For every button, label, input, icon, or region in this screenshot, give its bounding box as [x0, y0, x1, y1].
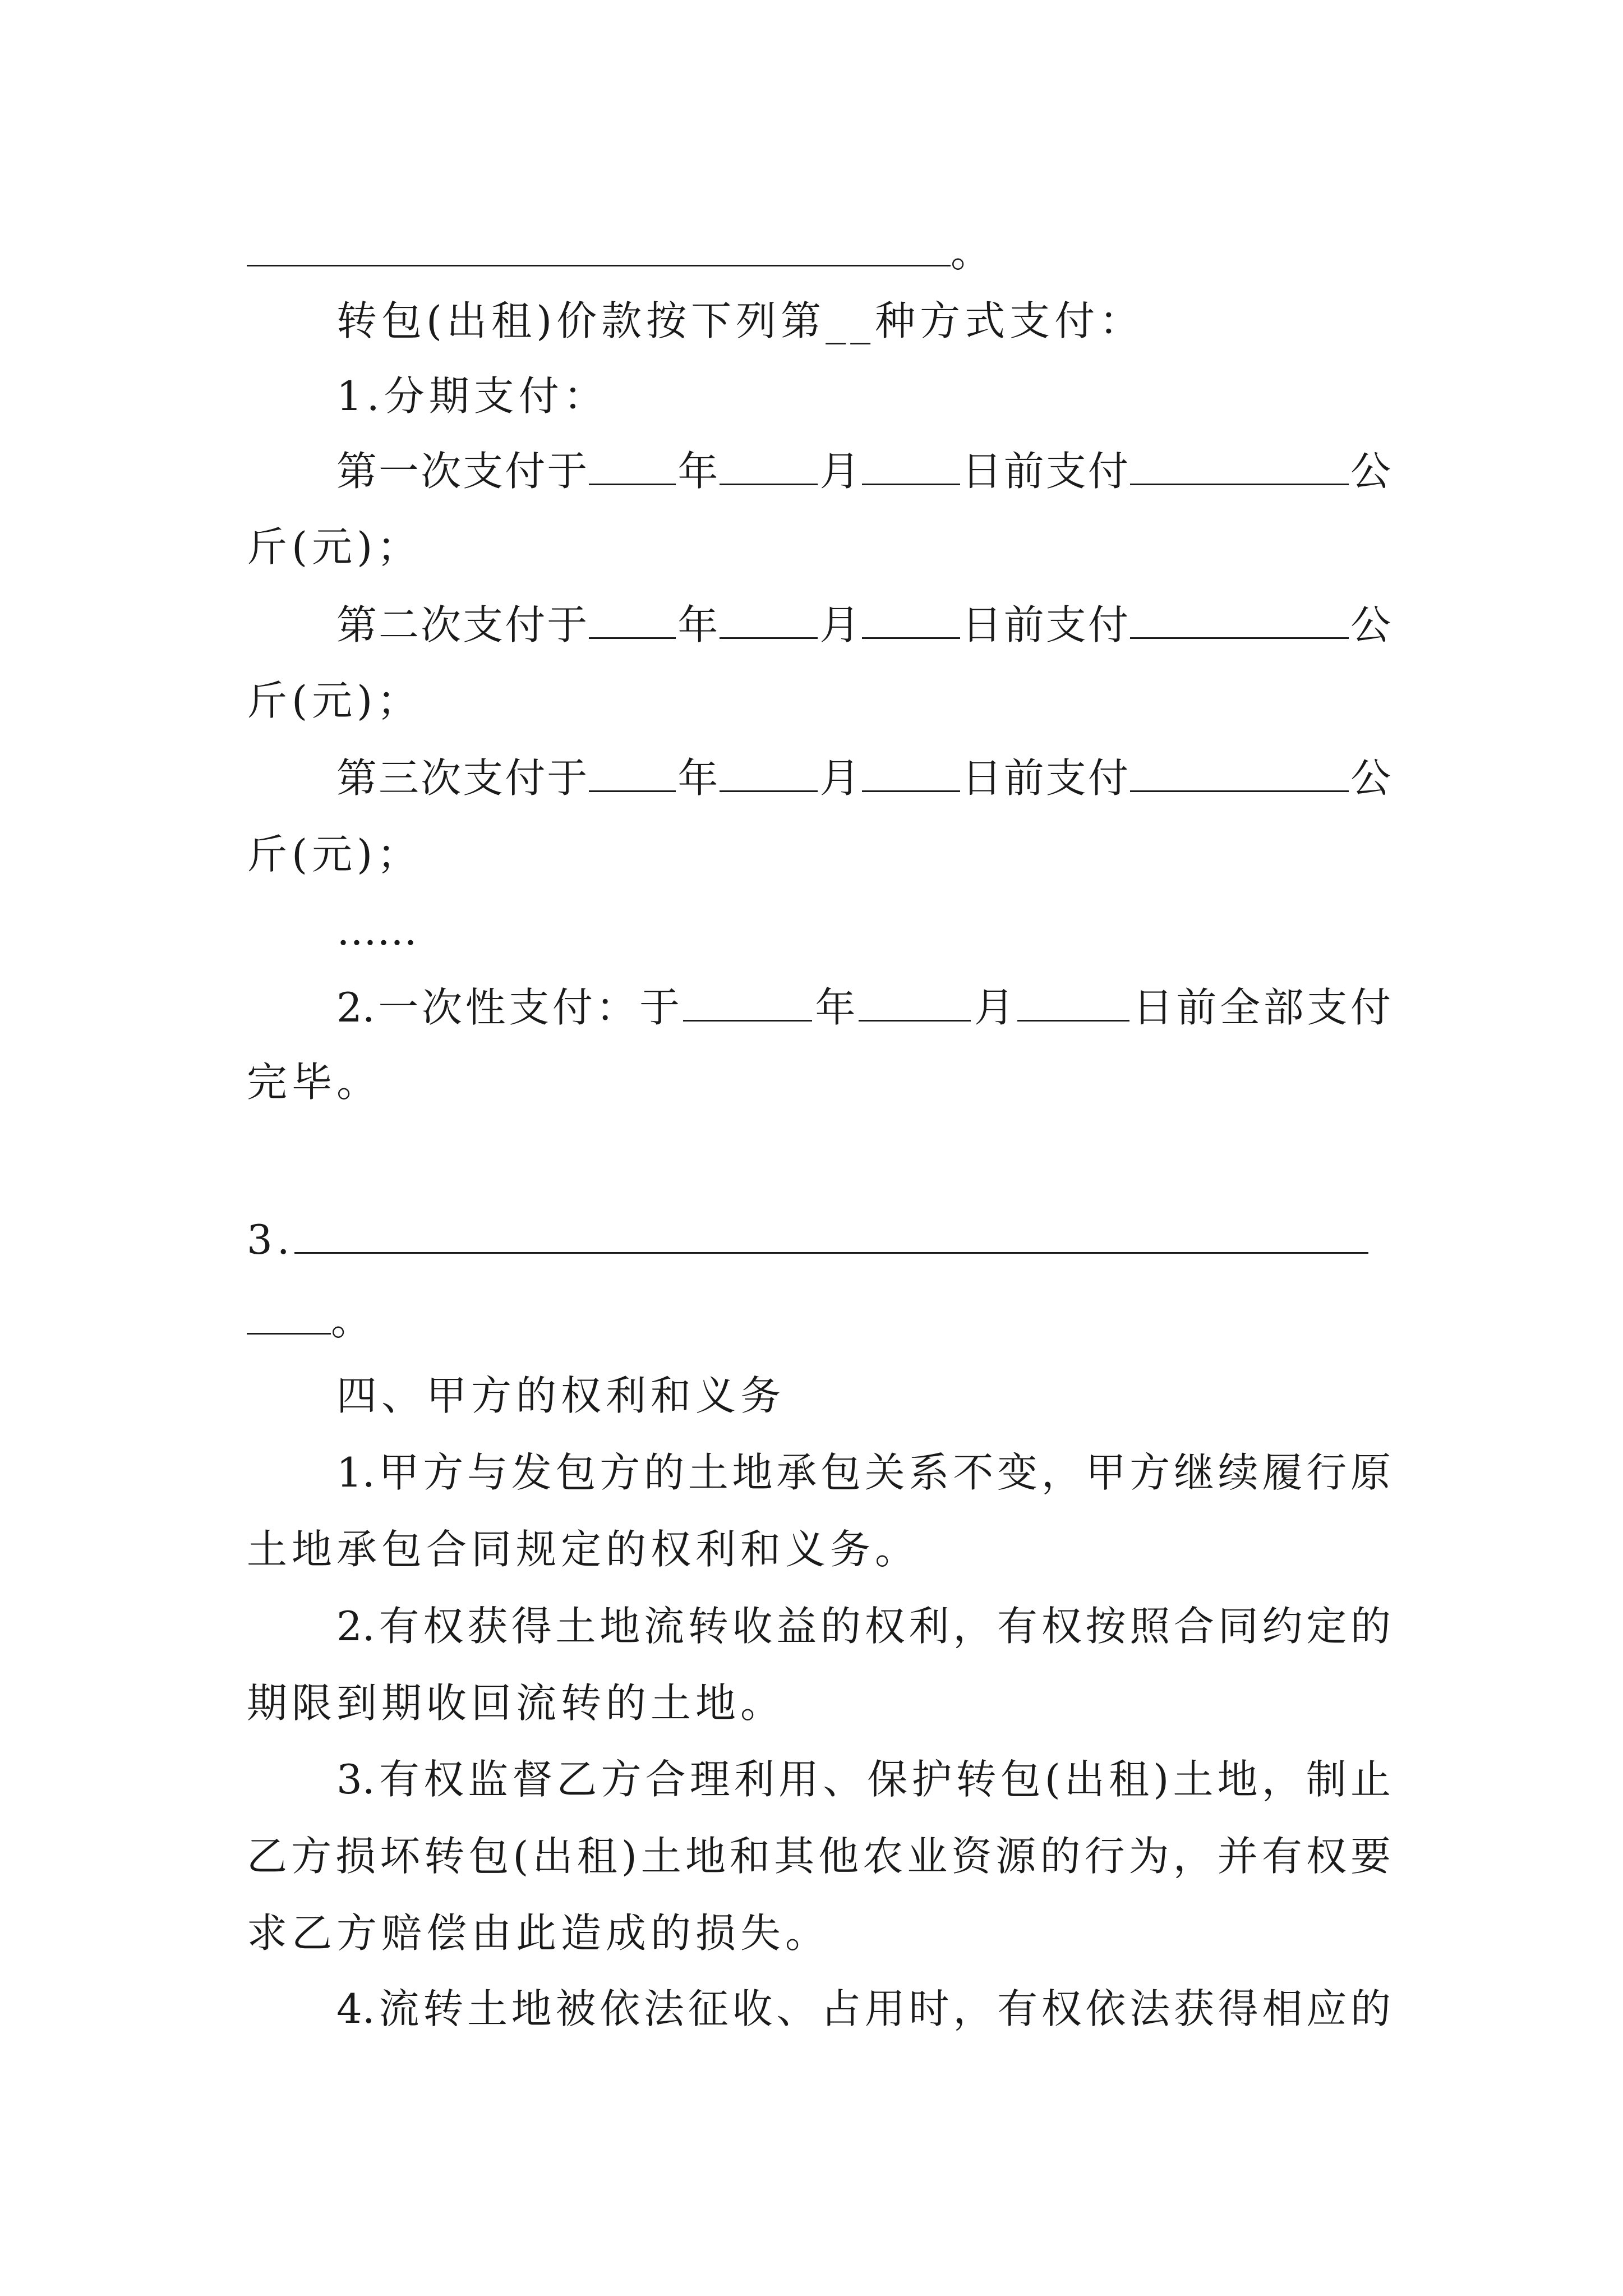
day-pay-label: 日前支付 [960, 754, 1130, 802]
year-blank[interactable] [589, 449, 676, 485]
period: 。 [951, 229, 996, 276]
month-label: 月 [818, 448, 862, 495]
ellipsis: …… [336, 907, 417, 954]
fill-blank[interactable] [247, 230, 951, 266]
payment-method-line: 转包(出租)价款按下列第__种方式支付： [336, 297, 1145, 344]
year-blank[interactable] [589, 756, 676, 792]
section-4-title: 四、甲方的权利和义务 [336, 1372, 786, 1419]
installment-label: 第三次支付于 [336, 754, 589, 802]
installment-heading: 1.分期支付： [336, 372, 608, 420]
fill-blank[interactable] [294, 1217, 1368, 1254]
month-label: 月 [818, 601, 862, 648]
lump-day-label: 日前全部支付 [1129, 984, 1391, 1031]
fill-blank[interactable] [247, 1298, 331, 1335]
year-label: 年 [811, 984, 859, 1031]
installment-second-unit: 斤(元)； [247, 677, 422, 724]
amount-blank[interactable] [1130, 602, 1349, 639]
day-pay-label: 日前支付 [960, 448, 1130, 495]
s4-item-2-line-1: 2.有权获得土地流转收益的权利，有权按照合同约定的 [336, 1603, 1391, 1650]
day-blank[interactable] [862, 756, 960, 792]
s4-item-1-line-1: 1.甲方与发包方的土地承包关系不变，甲方继续履行原 [336, 1449, 1391, 1496]
blank-line-continuation [247, 224, 1391, 280]
item-3-line [247, 1212, 1391, 1268]
unit-label: 公 [1348, 448, 1391, 495]
year-label: 年 [676, 448, 720, 495]
month-blank[interactable] [720, 756, 818, 792]
amount-blank[interactable] [1130, 756, 1349, 792]
month-blank[interactable] [859, 985, 971, 1022]
s4-item-3-line-2: 乙方损坏转包(出租)土地和其他农业资源的行为，并有权要 [247, 1833, 1391, 1880]
s4-item-4-line-1: 4.流转土地被依法征收、占用时，有权依法获得相应的 [336, 1985, 1391, 2032]
month-blank[interactable] [720, 449, 818, 485]
item-3-continuation [247, 1292, 1391, 1349]
installment-third-line [336, 750, 1391, 806]
amount-blank[interactable] [1130, 449, 1349, 485]
month-label: 月 [970, 984, 1018, 1031]
s4-item-1-line-2: 土地承包合同规定的权利和义务。 [247, 1526, 920, 1573]
year-label: 年 [676, 601, 720, 648]
installment-third-unit: 斤(元)； [247, 831, 422, 878]
s4-item-3-line-1: 3.有权监督乙方合理利用、保护转包(出租)土地，制止 [336, 1756, 1391, 1803]
month-label: 月 [818, 754, 862, 802]
installment-first-unit: 斤(元)； [247, 523, 422, 570]
day-blank[interactable] [862, 602, 960, 639]
installment-second-line [336, 597, 1391, 653]
s4-item-2-line-2: 期限到期收回流转的土地。 [247, 1680, 786, 1727]
day-blank[interactable] [1017, 985, 1129, 1022]
day-blank[interactable] [862, 449, 960, 485]
s4-item-3-line-3: 求乙方赔偿由此造成的损失。 [247, 1910, 831, 1957]
lump-sum-line [336, 979, 1391, 1036]
installment-first-line [336, 443, 1391, 499]
year-blank[interactable] [589, 602, 676, 639]
year-label: 年 [676, 754, 720, 802]
installment-label: 第二次支付于 [336, 601, 589, 648]
year-blank[interactable] [683, 985, 812, 1022]
month-blank[interactable] [720, 602, 818, 639]
day-pay-label: 日前支付 [960, 601, 1130, 648]
lump-sum-end: 完毕。 [247, 1059, 382, 1106]
period: 。 [331, 1297, 376, 1344]
unit-label: 公 [1348, 754, 1391, 802]
unit-label: 公 [1348, 601, 1391, 648]
installment-label: 第一次支付于 [336, 448, 589, 495]
item-3-label: 3. [247, 1216, 294, 1263]
lump-sum-label: 2.一次性支付：于 [336, 984, 683, 1031]
